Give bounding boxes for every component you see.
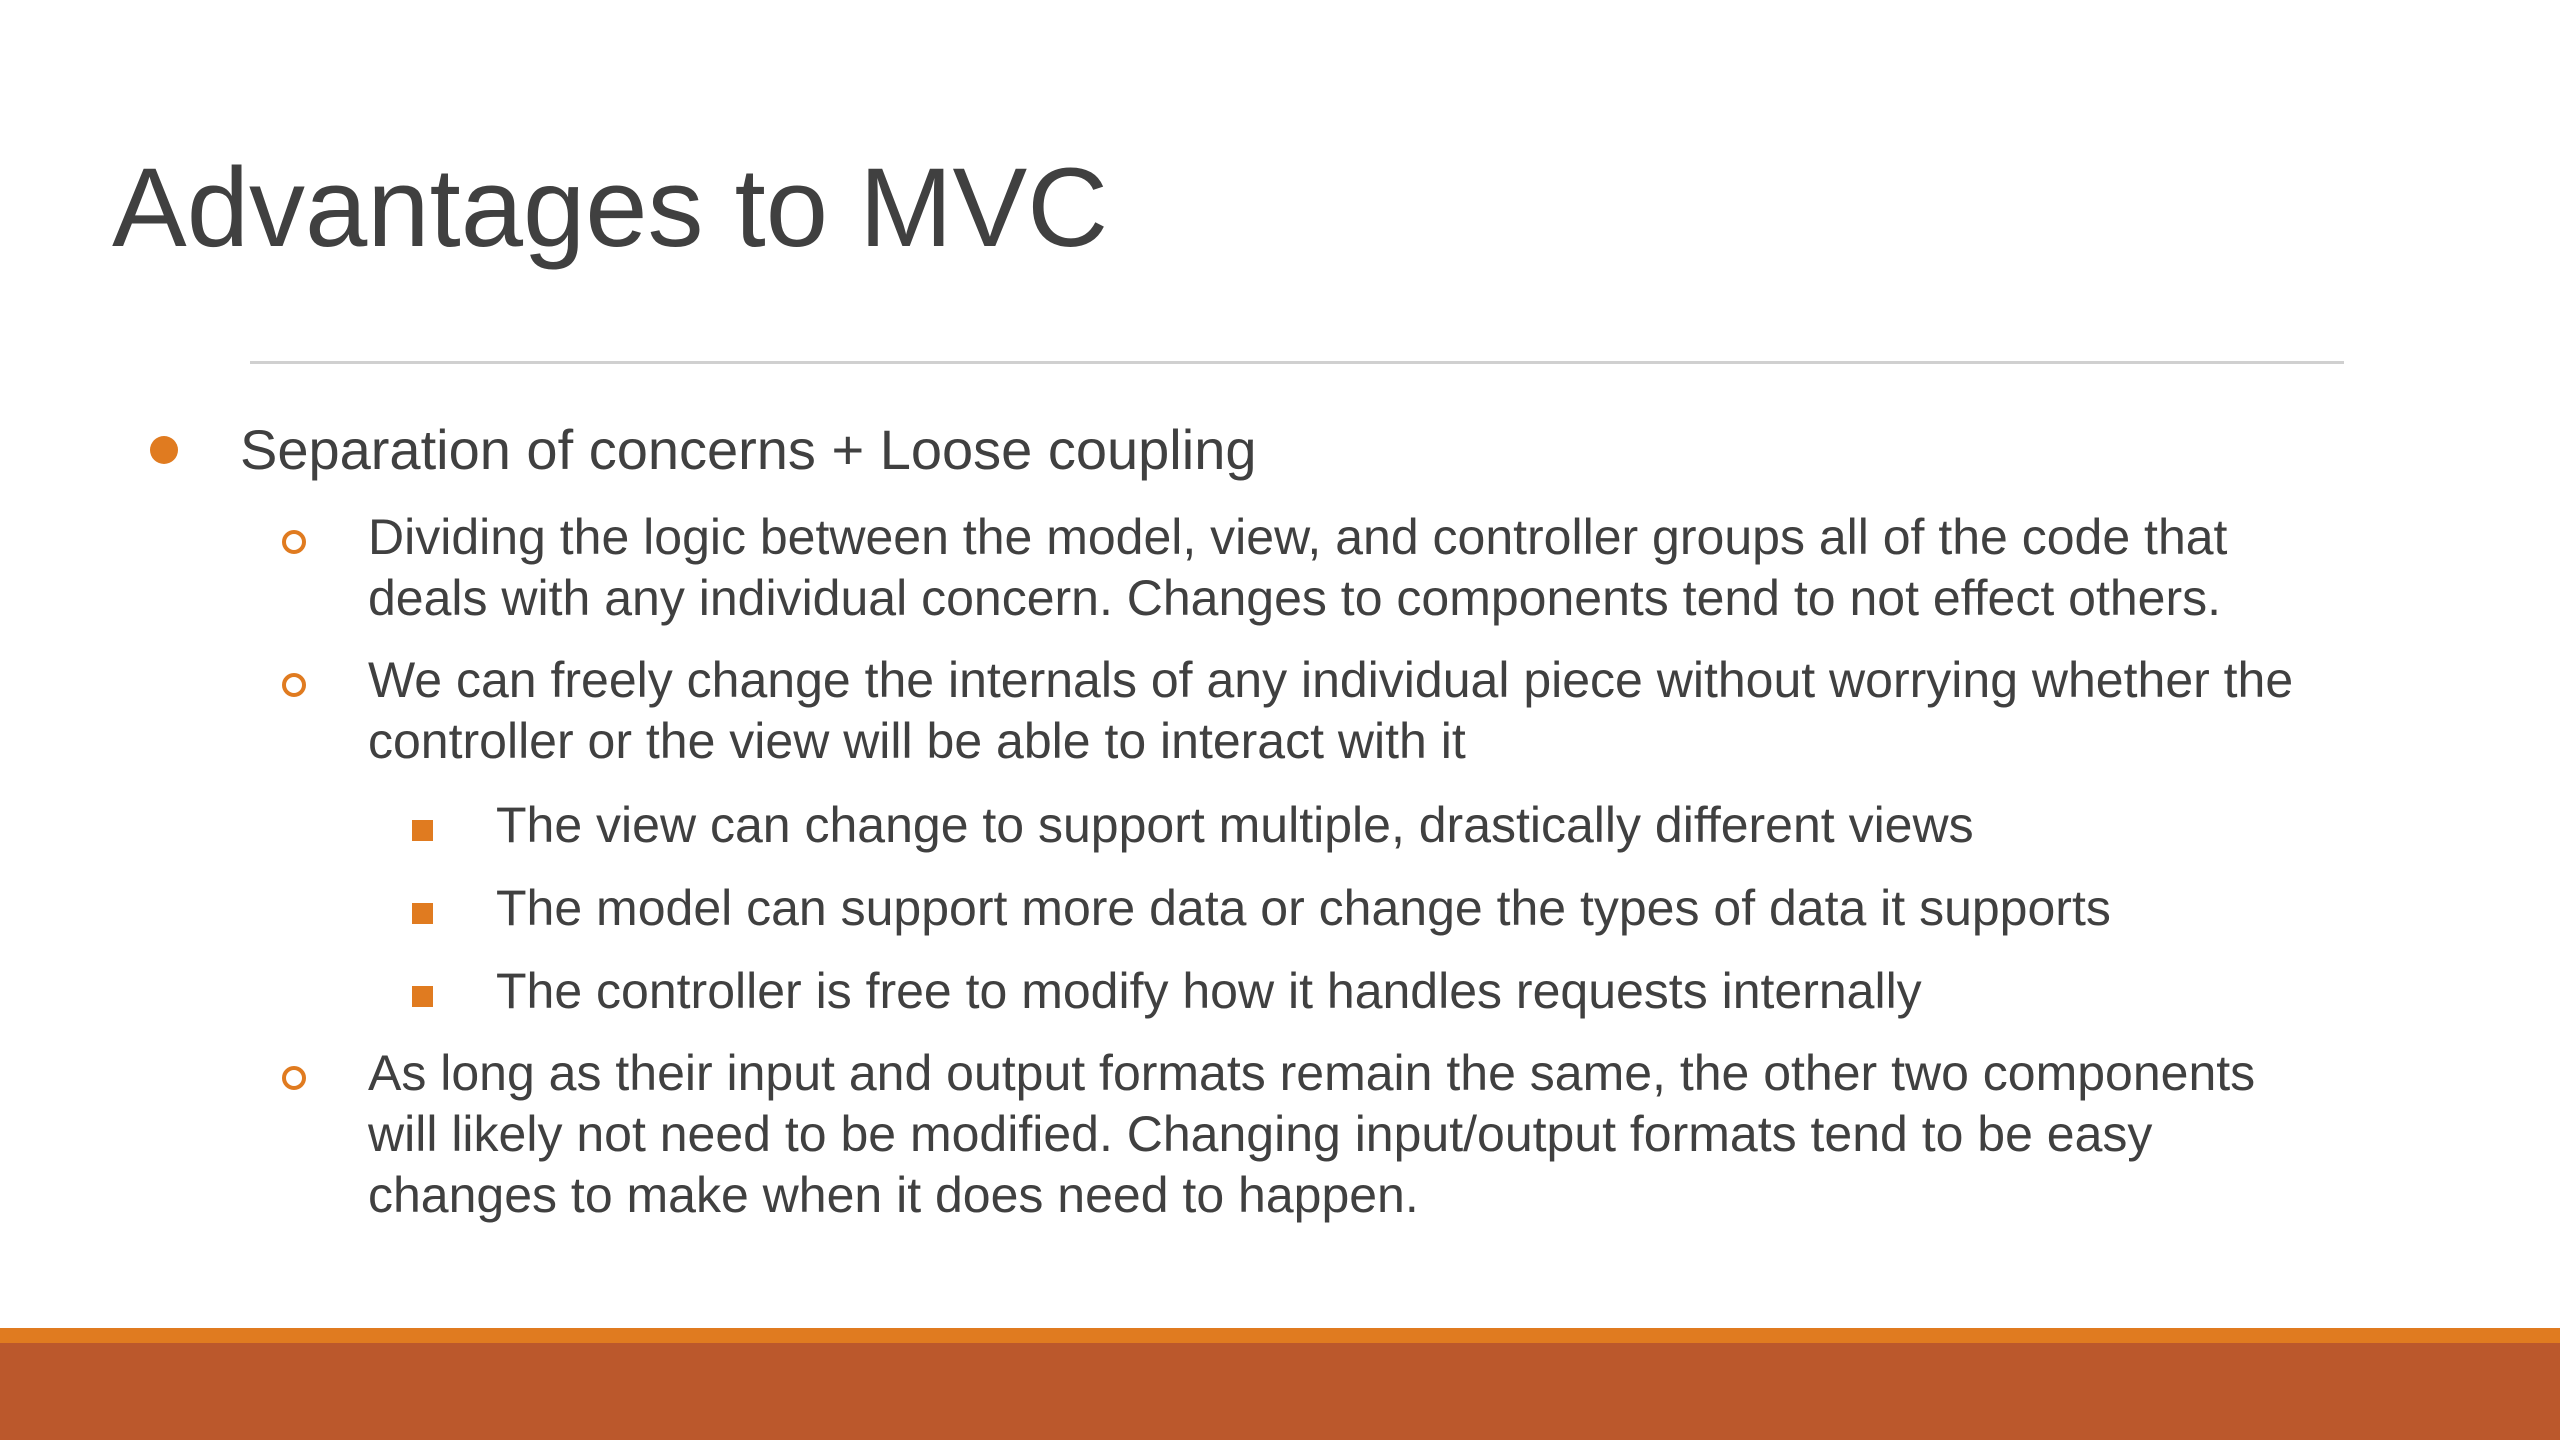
bullet-text-line: Separation of concerns + Loose coupling: [240, 418, 1257, 481]
bullet-text-line: The controller is free to modify how it handles requests internally: [496, 963, 1922, 1019]
square-bullet-icon: [412, 903, 433, 924]
bullet-text-line: controller or the view will be able to interact with it: [368, 713, 1466, 769]
filled-circle-bullet-icon: [150, 436, 178, 464]
hollow-circle-bullet-icon: [282, 1066, 306, 1090]
footer-band: [0, 1343, 2560, 1440]
title-divider: [250, 361, 2344, 364]
footer-accent-stripe: [0, 1328, 2560, 1343]
hollow-circle-bullet-icon: [282, 530, 306, 554]
square-bullet-icon: [412, 986, 433, 1007]
square-bullet-icon: [412, 820, 433, 841]
bullet-text-line: The model can support more data or change the types of data it supports: [496, 880, 2111, 936]
bullet-text-line: deals with any individual concern. Changes to components tend to not effect others.: [368, 570, 2222, 626]
bullet-text-line: We can freely change the internals of any individual piece without worrying whether the: [368, 652, 2294, 708]
bullet-text-line: The view can change to support multiple, drastically different views: [496, 797, 1974, 853]
bullet-text-line: Dividing the logic between the model, view, and controller groups all of the code that: [368, 509, 2228, 565]
hollow-circle-bullet-icon: [282, 673, 306, 697]
bullet-text-line: As long as their input and output formats remain the same, the other two components: [368, 1045, 2256, 1101]
slide-title: Advantages to MVC: [112, 145, 1109, 270]
bullet-text-line: will likely not need to be modified. Changing input/output formats tend to be easy: [368, 1106, 2153, 1162]
bullet-text-line: changes to make when it does need to happen.: [368, 1167, 1419, 1223]
